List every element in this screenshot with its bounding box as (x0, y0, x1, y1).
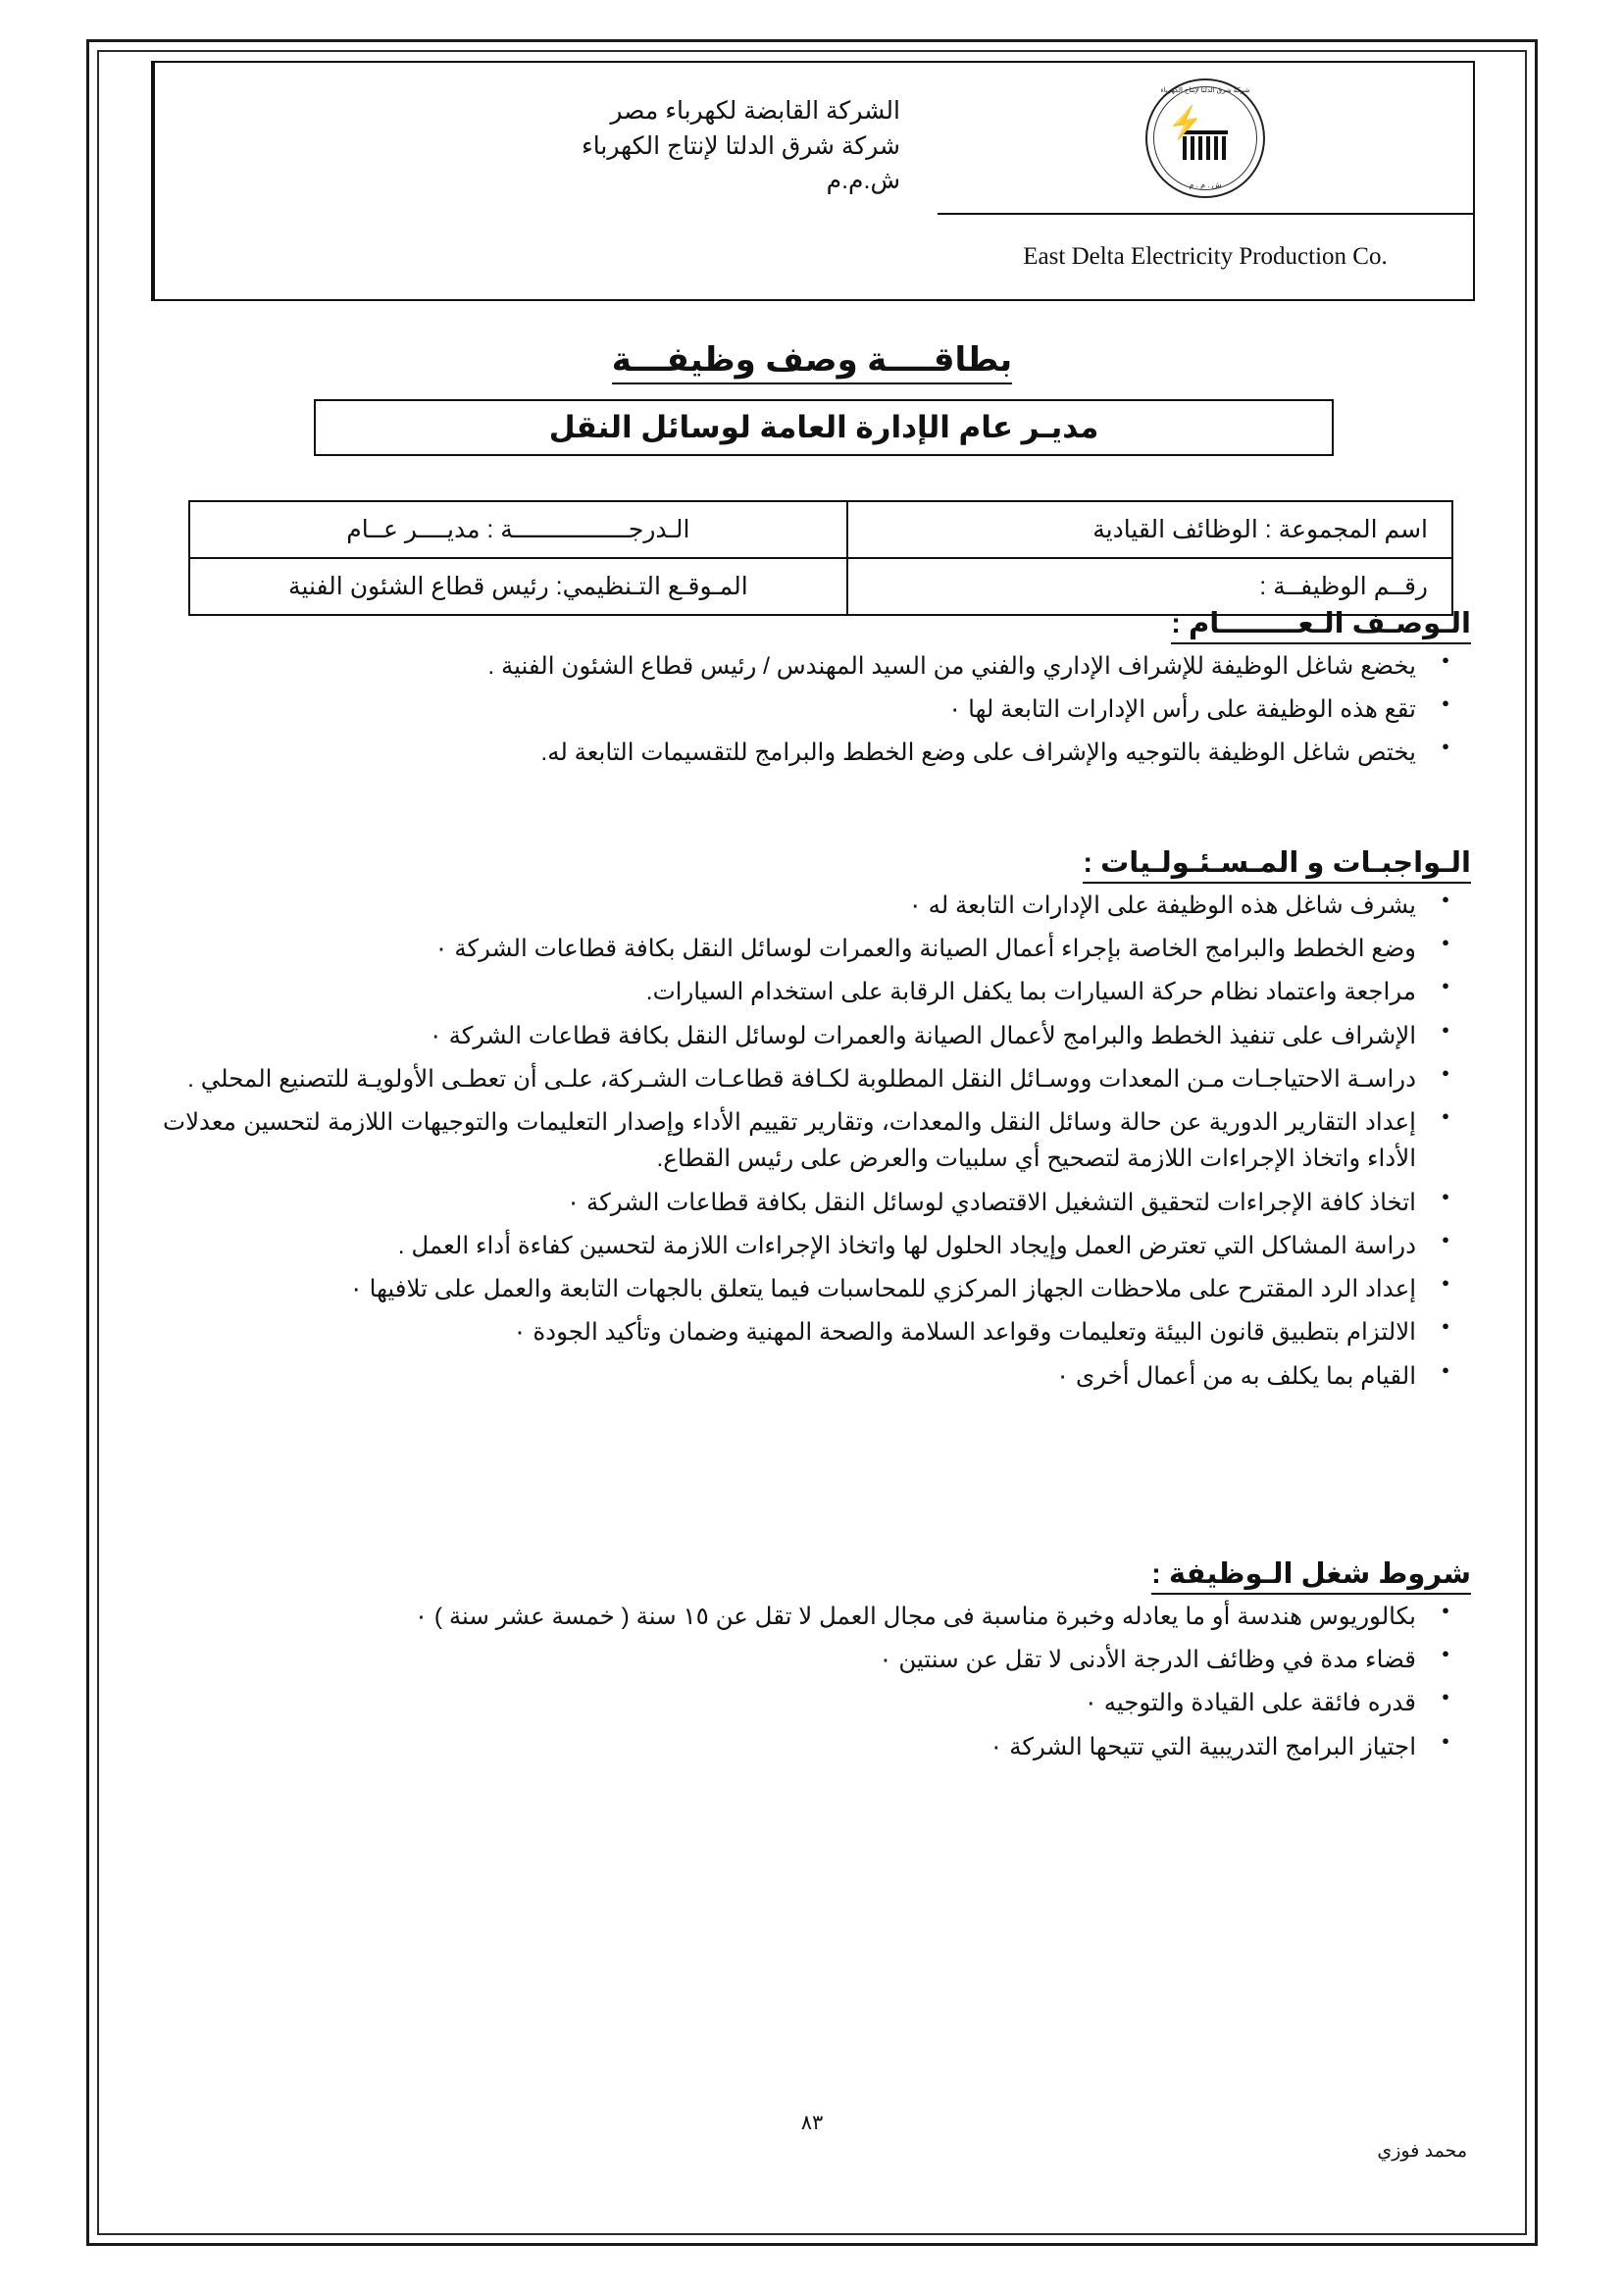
list-item: ● إعداد الرد المقترح على ملاحظات الجهاز المركزي للمحاسبات فيما يتعلق بالجهات التابعة والعمل على تلافيها ٠ (163, 1271, 1449, 1307)
job-title-text: مديـر عام الإدارة العامة لوسائل النقل (548, 410, 1099, 444)
job-info-table (188, 500, 1453, 616)
document-title (118, 340, 1506, 380)
page-number: ٨٣ (800, 2112, 824, 2134)
org-position-cell: المـوقـع التـنظيمي: رئيس قطاع الشئون الفنية (288, 573, 748, 600)
footer-signature: محمد فوزي (1377, 2141, 1467, 2162)
logo-bottom-text: ش . م . م (1189, 179, 1222, 189)
list-item: ● دراسة المشاكل التي تعترض العمل وإيجاد الحلول لها واتخاذ الإجراءات اللازمة لتحسين كفاءة أداء العمل . (163, 1228, 1449, 1264)
list-item: ● الالتزام بتطبيق قانون البيئة وتعليمات وقواعد السلامة والصحة المهنية وضمان وتأكيد الجودة ٠ (163, 1314, 1449, 1351)
list-item: ● وضع الخطط والبرامج الخاصة بإجراء أعمال الصيانة والعمرات لوسائل النقل بكافة قطاعات الشركة ٠ (163, 931, 1449, 967)
job-group-cell: اسم المجموعة : الوظائف القيادية (846, 502, 1451, 557)
list-item: ● مراجعة واعتماد نظام حركة السيارات بما يكفل الرقابة على استخدام السيارات. (163, 974, 1449, 1010)
table-row (190, 502, 1451, 559)
section-heading-text: شروط شغل الـوظيفة : (1151, 1558, 1471, 1595)
east-delta-electricity-logo (1145, 78, 1265, 198)
company-legal-form: ش.م.م (826, 167, 900, 194)
section-heading (118, 845, 1506, 880)
list-item: ● القيام بما يكلف به من أعمال أخرى ٠ (163, 1358, 1449, 1395)
page-content (118, 61, 1506, 2224)
list-item: ● قضاء مدة في وظائف الدرجة الأدنى لا تقل عن سنتين ٠ (163, 1642, 1449, 1678)
duties-list (118, 888, 1506, 1395)
list-item: ● يشرف شاغل هذه الوظيفة على الإدارات التابعة له ٠ (163, 888, 1449, 924)
list-item: ● بكالوريوس هندسة أو ما يعادله وخبرة مناسبة فى مجال العمل لا تقل عن ١٥ سنة ( خمسة عشر سنة ) ٠ (163, 1599, 1449, 1635)
section-heading (118, 1556, 1506, 1591)
list-item: ● دراسـة الاحتياجـات مـن المعدات ووسـائل النقل المطلوبة لكـافة قطاعـات الشـركة، علـى أن تعطـى الأولويـة للتصنيع المحلي . (163, 1061, 1449, 1097)
section-duties-responsibilities (118, 845, 1506, 1402)
logo-block (938, 63, 1473, 299)
list-item: ● قدره فائقة على القيادة والتوجيه ٠ (163, 1685, 1449, 1721)
company-name-english: East Delta Electricity Production Co. (1023, 243, 1388, 270)
document-title-text: بطاقــــة وصف وظيفـــة (612, 341, 1012, 384)
subsidiary-company-name: شركة شرق الدلتا لإنتاج الكهرباء (582, 131, 900, 160)
list-item: ● يختص شاغل الوظيفة بالتوجيه والإشراف على وضع الخطط والبرامج للتقسيمات التابعة له. (163, 735, 1449, 771)
section-general-description (118, 606, 1506, 779)
section-job-conditions (118, 1556, 1506, 1772)
lightning-bolt-icon: ⚡ (1164, 104, 1206, 141)
list-item: ● الإشراف على تنفيذ الخطط والبرامج لأعمال الصيانة والعمرات لوسائل النقل بكافة قطاعات الشركة ٠ (163, 1018, 1449, 1054)
logo-cell (938, 63, 1473, 215)
job-grade-cell: الـدرجــــــــــــــــة : مديــــر عــام (346, 516, 690, 543)
section-heading (118, 606, 1506, 640)
section-heading-text: الـوصـف الـعــــــــام : (1171, 608, 1471, 644)
job-title-bar (314, 399, 1334, 456)
logo-top-text: شركة شرق الدلتا لإنتاج الكهرباء (1160, 86, 1250, 94)
general-description-list (118, 648, 1506, 772)
holding-company-name: الشركة القابضة لكهرباء مصر (610, 97, 900, 125)
company-name-block (153, 63, 938, 299)
list-item: ● تقع هذه الوظيفة على رأس الإدارات التابعة لها ٠ (163, 691, 1449, 728)
conditions-list (118, 1599, 1506, 1765)
list-item: ● إعداد التقارير الدورية عن حالة وسائل النقل والمعدات، وتقارير تقييم الأداء وإصدار التعليمات والتوجيهات اللازمة لتحسين معدلات الأداء واتخاذ الإجراءات اللازمة لتصحيح أي سلبيات والعرض على رئيس القطاع. (163, 1104, 1449, 1177)
list-item: ● يخضع شاغل الوظيفة للإشراف الإداري والفني من السيد المهندس / رئيس قطاع الشئون الفنية . (163, 648, 1449, 685)
list-item: ● اتخاذ كافة الإجراءات لتحقيق التشغيل الاقتصادي لوسائل النقل بكافة قطاعات الشركة ٠ (163, 1185, 1449, 1221)
document-header (151, 61, 1475, 301)
job-number-cell: رقــم الوظيفــة : (846, 559, 1451, 614)
list-item: ● اجتياز البرامج التدريبية التي تتيحها الشركة ٠ (163, 1729, 1449, 1765)
section-heading-text: الـواجبـات و المـسـئـولـيات : (1083, 847, 1471, 884)
